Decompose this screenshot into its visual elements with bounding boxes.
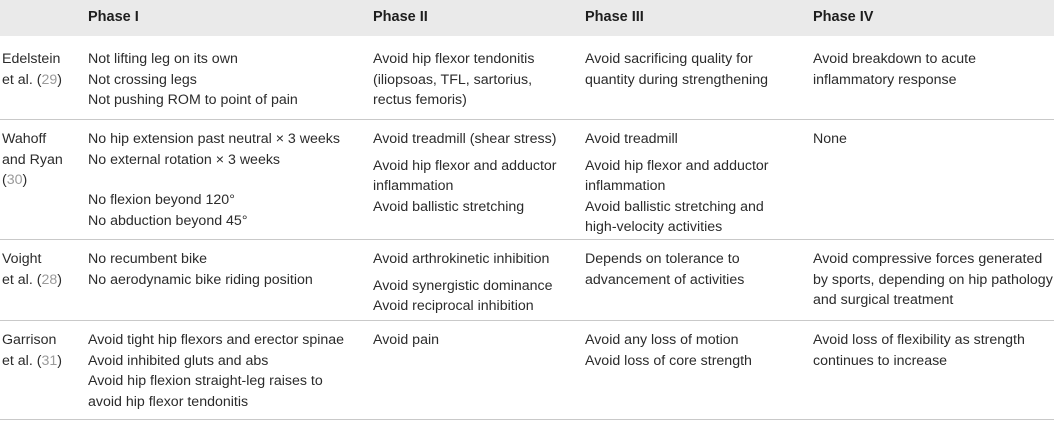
phase2-cell: Avoid treadmill (shear stress) Avoid hip flexor and adductor inflammation Avoid ballistic stretching — [373, 131, 557, 215]
phase2-cell: Avoid pain — [373, 332, 439, 348]
phase3-cell: Depends on tolerance to advancement of activities — [585, 251, 745, 288]
phase2-cell: Avoid hip flexor tendonitis (iliopsoas, TFL, sartorius, rectus femoris) — [373, 51, 535, 108]
row-divider — [0, 419, 1054, 420]
row-divider — [0, 239, 1054, 240]
phase4-cell: Avoid breakdown to acute inflammatory response — [813, 51, 977, 88]
header-phase-4: Phase IV — [813, 9, 874, 25]
header-phase-1: Phase I — [88, 9, 139, 25]
table-row-author: Voight et al. (28) — [2, 251, 62, 288]
table-row-author: Wahoff and Ryan (30) — [2, 131, 63, 188]
phase3-cell: Avoid any loss of motion Avoid loss of core strength — [585, 332, 752, 369]
table-row-author: Garrison et al. (31) — [2, 332, 62, 369]
reference-link[interactable]: 31 — [41, 352, 58, 369]
phase1-cell: No recumbent bike No aerodynamic bike riding position — [88, 251, 313, 288]
row-divider — [0, 119, 1054, 120]
phase3-cell: Avoid treadmill Avoid hip flexor and adductor inflammation Avoid ballistic stretching and high-velocity activities — [585, 131, 769, 235]
phase4-cell: None — [813, 131, 847, 147]
reference-link[interactable]: 28 — [41, 271, 58, 288]
phase1-cell: Not lifting leg on its own Not crossing legs Not pushing ROM to point of pain — [88, 51, 298, 108]
phase2-cell: Avoid arthrokinetic inhibition Avoid synergistic dominance Avoid reciprocal inhibition — [373, 251, 553, 314]
reference-link[interactable]: 30 — [6, 172, 23, 188]
table-header-row — [0, 0, 1054, 36]
reference-link[interactable]: 29 — [41, 71, 58, 88]
row-divider — [0, 320, 1054, 321]
header-phase-3: Phase III — [585, 9, 644, 25]
phase4-cell: Avoid compressive forces generated by sports, depending on hip pathology and surgical treatment — [813, 251, 1053, 308]
phase3-cell: Avoid sacrificing quality for quantity during strengthening — [585, 51, 768, 88]
phase1-cell: No hip extension past neutral × 3 weeks No external rotation × 3 weeks No flexion beyond 120° No abduction beyond 45° — [88, 131, 340, 229]
header-phase-2: Phase II — [373, 9, 428, 25]
phase4-cell: Avoid loss of flexibility as strength continues to increase — [813, 332, 1025, 369]
table-row-author: Edelstein et al. (29) — [2, 51, 62, 88]
phase1-cell: Avoid tight hip flexors and erector spinae Avoid inhibited gluts and abs Avoid hip flexion straight-leg raises to avoid hip flexor tendonitis — [88, 332, 345, 410]
